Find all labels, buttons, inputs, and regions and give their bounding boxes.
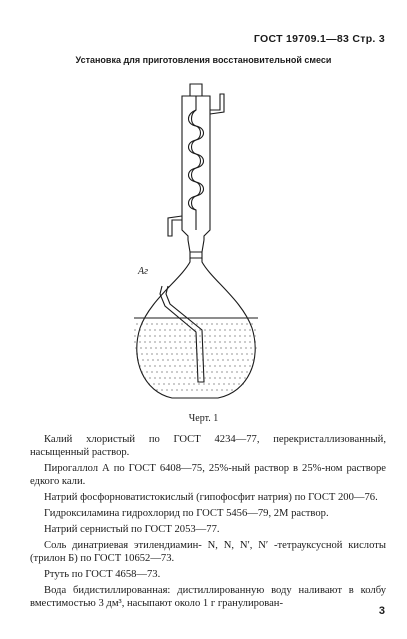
figure-title: Установка для приготовления восстановительной смеси (75, 55, 332, 65)
condenser-side-tube-upper (210, 94, 224, 114)
flask-body (137, 258, 255, 398)
page-header: ГОСТ 19709.1—83 Стр. 3 (253, 33, 385, 45)
paragraph: Гидроксиламина гидрохлорид по ГОСТ 5456—79, 2М раствор. (44, 508, 329, 519)
paragraph: Пирогаллол А по ГОСТ 6408—75, 25%-ный раствор в 25%-ном растворе едкого кали. (30, 463, 386, 487)
body-text (30, 433, 386, 613)
paragraph: Вода бидистиллированная: дистиллированную воду наливают в колбу вместимостью 3 дм³, насыпают около 1 г гранулирован- (30, 585, 386, 609)
condenser-side-tube-lower (168, 216, 182, 236)
figure-caption: Черт. 1 (188, 413, 219, 424)
condenser-top (190, 84, 202, 96)
argon-label: Аг (138, 266, 149, 277)
paragraph: Калий хлористый по ГОСТ 4234—77, перекристаллизованный, насыщенный раствор. (30, 434, 386, 458)
apparatus-drawing (110, 80, 300, 410)
page-number: 3 (378, 605, 385, 617)
paragraph: Соль динатриевая этилендиамин- N, N, N′, N′ -тетрауксусной кислоты (трилон Б) по ГОСТ 10652—73. (30, 540, 386, 564)
paragraph: Натрий сернистый по ГОСТ 2053—77. (44, 524, 220, 535)
gas-inlet-tube (160, 286, 204, 382)
paragraph: Натрий фосфорноватистокислый (гипофосфит натрия) по ГОСТ 200—76. (44, 492, 378, 503)
ground-joint (188, 240, 204, 258)
paragraph: Ртуть по ГОСТ 4658—73. (44, 569, 161, 580)
